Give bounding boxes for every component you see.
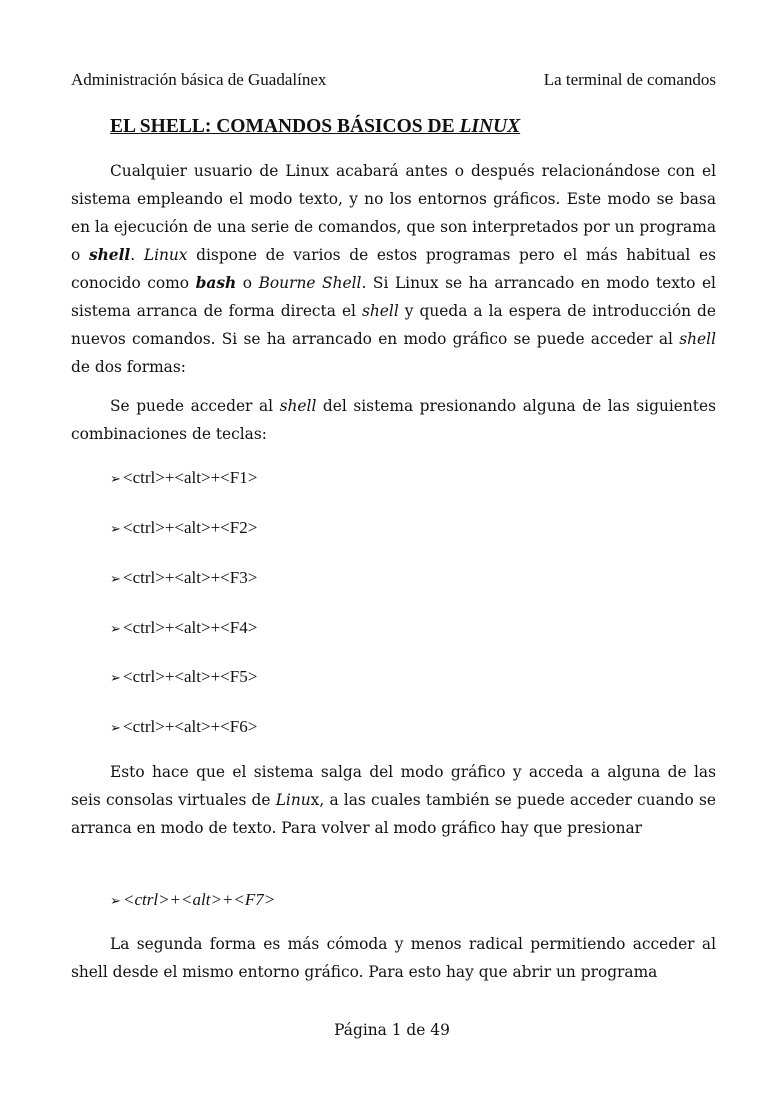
- section-title-linux: LINUX: [459, 116, 521, 137]
- arrow-bullet-icon: ➢: [110, 472, 121, 487]
- para1-shell-3: shell: [679, 330, 716, 348]
- para1-text-3: dispone de varios de estos programas pero el más habitual es conocido como: [71, 246, 716, 292]
- list-item: [110, 715, 257, 739]
- key-combo-f1: <ctrl>+<alt>+<F1>: [123, 468, 258, 487]
- list-item: [110, 516, 257, 540]
- list-item: [110, 888, 275, 912]
- arrow-bullet-icon: ➢: [110, 522, 121, 537]
- paragraph-second-method: [71, 930, 716, 986]
- para1-linux: Linux: [143, 246, 188, 264]
- para1-text-2: .: [130, 246, 144, 264]
- list-item: [110, 616, 257, 640]
- section-title: [110, 116, 520, 138]
- paragraph-key-combos: [71, 392, 716, 448]
- paragraph-virtual-consoles: [71, 758, 716, 842]
- paragraph-intro: [71, 157, 716, 381]
- para1-text-6: y queda a la espera de introducción de nuevos comandos. Si se ha arrancado en modo gráfico se puede acceder al: [71, 302, 716, 348]
- list-item: [110, 466, 257, 490]
- page-number: Página 1 de 49: [334, 1021, 450, 1039]
- para4-text-1: La segunda forma es más cómoda y menos radical permitiendo acceder al shell desde el mismo entorno gráfico. Para esto hay que abrir un programa: [71, 935, 716, 981]
- para3-text-1: Esto hace que el sistema salga del modo gráfico y acceda a alguna de las seis consolas virtuales de: [71, 763, 716, 809]
- header-chapter-title: La terminal de comandos: [543, 70, 716, 89]
- para1-text-7: de dos formas:: [71, 358, 186, 376]
- key-combo-f2: <ctrl>+<alt>+<F2>: [123, 518, 258, 537]
- section-title-text: EL SHELL: COMANDOS BÁSICOS DE: [110, 116, 460, 137]
- header-document-title: Administración básica de Guadalínex: [71, 70, 327, 89]
- para1-shell-2: shell: [362, 302, 399, 320]
- para3-text-2: x, a las cuales también se puede acceder cuando se arranca en modo de texto. Para volver al modo gráfico hay que presionar: [71, 791, 716, 837]
- para1-bash: bash: [195, 274, 237, 292]
- para1-bourne-shell: Bourne Shell: [258, 274, 362, 292]
- key-combo-f5: <ctrl>+<alt>+<F5>: [123, 667, 258, 686]
- para1-shell: shell: [88, 246, 131, 264]
- list-item: [110, 566, 257, 590]
- page-header: [71, 70, 716, 92]
- para2-text-1: Se puede acceder al: [110, 397, 280, 415]
- key-combo-f7: <ctrl>+<alt>+<F7>: [123, 890, 276, 909]
- arrow-bullet-icon: ➢: [110, 622, 121, 637]
- arrow-bullet-icon: ➢: [110, 572, 121, 587]
- para3-linux: Linu: [275, 791, 311, 809]
- para2-shell: shell: [279, 397, 317, 415]
- para1-text-4: o: [236, 274, 259, 292]
- arrow-bullet-icon: ➢: [110, 671, 121, 686]
- para2-text-2: del sistema presionando alguna de las siguientes combinaciones de teclas:: [71, 397, 716, 443]
- arrow-bullet-icon: ➢: [110, 894, 121, 909]
- key-combo-f4: <ctrl>+<alt>+<F4>: [123, 618, 258, 637]
- para1-text-1: Cualquier usuario de Linux acabará antes o después relacionándose con el sistema empleando el modo texto, y no los entornos gráficos. Este modo se basa en la ejecución de una serie de comandos, que son interpretados por un programa o: [71, 162, 716, 264]
- list-item: [110, 665, 257, 689]
- key-combo-f6: <ctrl>+<alt>+<F6>: [123, 717, 258, 736]
- para1-text-5: . Si Linux se ha arrancado en modo texto el sistema arranca de forma directa el: [71, 274, 716, 320]
- arrow-bullet-icon: ➢: [110, 721, 121, 736]
- key-combo-f3: <ctrl>+<alt>+<F3>: [123, 568, 258, 587]
